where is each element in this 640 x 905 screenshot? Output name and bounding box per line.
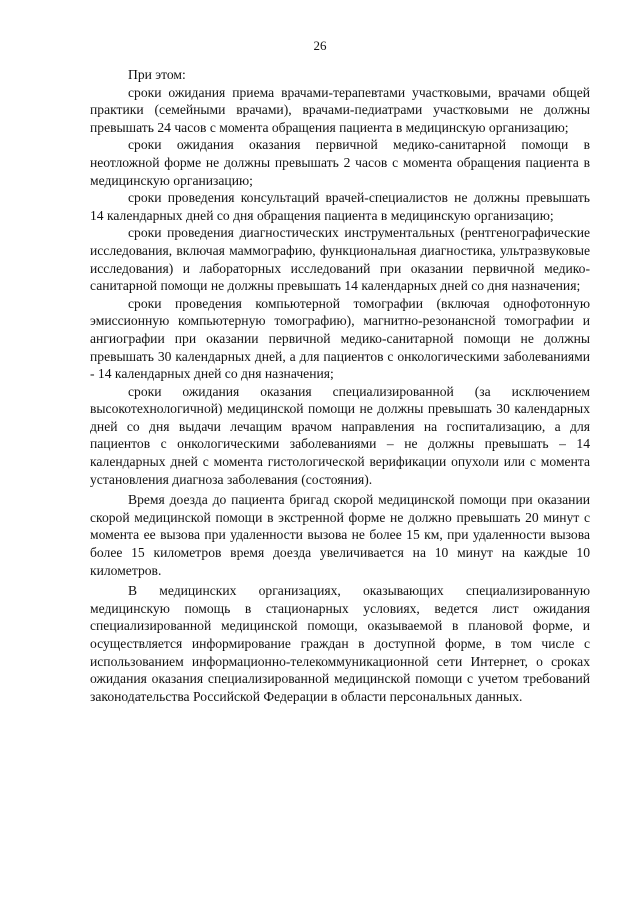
- page-number: 26: [313, 38, 327, 53]
- paragraph-waiting-list: В медицинских организациях, оказывающих специализированную медицинскую помощь в стационарных условиях, ведется лист ожидания специализированной медицинской помощи, оказываемой в плановой форме, и осуществляется информирование граждан в доступной форме, в том числе с использованием информационно-телекоммуникационной сети Интернет, о сроках ожидания оказания специализированной медицинской помощи с учетом требований законодательства Российской Федерации в области персональных данных.: [90, 583, 590, 704]
- paragraph-urgent-care-wait: сроки ожидания оказания первичной медико-санитарной помощи в неотложной форме не должны превышать 2 часов с момента обращения пациента в медицинскую организацию;: [90, 137, 590, 188]
- paragraph-primary-care-wait: сроки ожидания приема врачами-терапевтами участковыми, врачами общей практики (семейными врачами), врачами-педиатрами участковыми не должны превышать 24 часов с момента обращения пациента в медицинскую организацию;: [90, 84, 590, 135]
- document-body: [90, 66, 590, 705]
- paragraph-ct-mri-wait: сроки проведения компьютерной томографии (включая однофотонную эмиссионную компьютерную томографию), магнитно-резонансной томографии и ангиографии при оказании первичной медико-санитарной помощи не должны превышать 30 календарных дней, а для пациентов с онкологическими заболеваниями - 14 календарных дней со дня назначения;: [90, 295, 590, 382]
- paragraph-specialized-care-wait: сроки ожидания оказания специализированной (за исключением высокотехнологичной) медицинской помощи не должны превышать 30 календарных дней со дня выдачи лечащим врачом направления на госпитализацию, а для пациентов с онкологическими заболеваниями – не должны превышать – 14 календарных дней с момента гистологической верификации опухоли или с момента установления диагноза заболевания (состояния).: [90, 383, 590, 487]
- paragraph-ambulance-arrival: Время доезда до пациента бригад скорой медицинской помощи при оказании скорой медицинской помощи в экстренной форме не должно превышать 20 минут с момента ее вызова при удаленности вызова не более 15 км, при удаленности вызова более 15 километров время доезда увеличивается на 10 минут на каждые 10 километров.: [90, 492, 590, 578]
- paragraph-specialist-consultation-wait: сроки проведения консультаций врачей-специалистов не должны превышать 14 календарных дней со дня обращения пациента в медицинскую организацию;: [90, 190, 590, 223]
- paragraph-intro: При этом:: [128, 67, 186, 82]
- paragraph-diagnostics-wait: сроки проведения диагностических инструментальных (рентгенографические исследования, включая маммографию, функциональная диагностика, ультразвуковые исследования) и лабораторных исследований при оказании первичной медико-санитарной помощи не должны превышать 14 календарных дней со дня назначения;: [90, 225, 590, 294]
